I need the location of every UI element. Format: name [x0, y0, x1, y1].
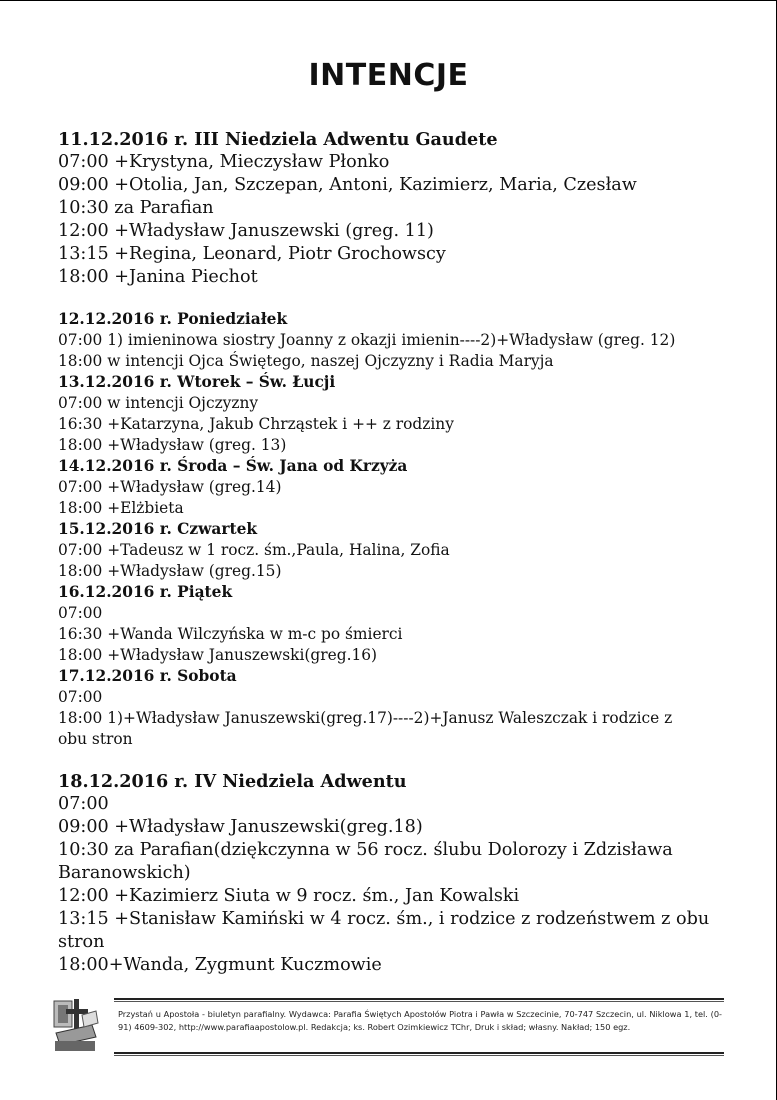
intention-line: 18:00 +Elżbieta: [58, 499, 184, 517]
sunday-section-2: [58, 770, 748, 977]
bulletin-footer: [52, 997, 724, 1057]
intention-line: 13:15 +Stanisław Kamiński w 4 rocz. śm., i rodzice z rodzeństwem z obu: [58, 909, 710, 929]
day-heading: 14.12.2016 r. Środa – Św. Jana od Krzyża: [58, 457, 408, 475]
footer-top-rule: [114, 997, 724, 1003]
intention-line: stron: [58, 932, 105, 952]
intention-line: 18:00 +Władysław Januszewski(greg.16): [58, 646, 378, 664]
intention-line: 07:00: [58, 604, 103, 622]
page-top-border: [0, 0, 777, 1]
day-heading: 18.12.2016 r. IV Niedziela Adwentu: [58, 771, 407, 792]
day-heading: 13.12.2016 r. Wtorek – Św. Łucji: [58, 373, 336, 391]
intentions-list: [58, 128, 748, 977]
day-heading: 11.12.2016 r. III Niedziela Adwentu Gaudete: [58, 129, 498, 150]
day-heading: 16.12.2016 r. Piątek: [58, 583, 233, 601]
intention-line: 10:30 za Parafian(dziękczynna w 56 rocz. ślubu Dolorozy i Zdzisława: [58, 840, 673, 860]
intention-line: 18:00 +Janina Piechot: [58, 267, 258, 287]
day-heading: 17.12.2016 r. Sobota: [58, 667, 237, 685]
day-heading: 15.12.2016 r. Czwartek: [58, 520, 258, 538]
intention-line: 07:00 w intencji Ojczyzny: [58, 394, 259, 412]
intention-line: 09:00 +Otolia, Jan, Szczepan, Antoni, Kazimierz, Maria, Czesław: [58, 175, 637, 195]
weekday-section: [58, 309, 748, 750]
intention-line: 12:00 +Kazimierz Siuta w 9 rocz. śm., Jan Kowalski: [58, 886, 520, 906]
intention-line: 12:00 +Władysław Januszewski (greg. 11): [58, 221, 434, 241]
intention-line: 07:00: [58, 688, 103, 706]
intention-line: 07:00: [58, 794, 109, 814]
page-title: INTENCJE: [308, 58, 469, 93]
intention-line: 13:15 +Regina, Leonard, Piotr Grochowscy: [58, 244, 446, 264]
intention-line: 18:00 1)+Władysław Januszewski(greg.17)----2)+Janusz Waleszczak i rodzice z: [58, 709, 673, 727]
intention-line: 18:00 +Władysław (greg.15): [58, 562, 282, 580]
intention-line: 18:00 w intencji Ojca Świętego, naszej Ojczyzny i Radia Maryja: [58, 352, 554, 370]
intention-line: Baranowskich): [58, 863, 191, 883]
intention-line: 07:00 +Władysław (greg.14): [58, 478, 282, 496]
intention-line: obu stron: [58, 730, 133, 748]
intention-line: 09:00 +Władysław Januszewski(greg.18): [58, 817, 423, 837]
parish-logo-icon: [52, 997, 100, 1055]
intention-line: 07:00 +Krystyna, Mieczysław Płonko: [58, 152, 390, 172]
intention-line: 18:00+Wanda, Zygmunt Kuczmowie: [58, 955, 382, 975]
intention-line: 18:00 +Władysław (greg. 13): [58, 436, 287, 454]
footer-bottom-rule: [114, 1051, 724, 1057]
intention-line: 10:30 za Parafian: [58, 198, 214, 218]
intention-line: 07:00 +Tadeusz w 1 rocz. śm.,Paula, Halina, Zofia: [58, 541, 450, 559]
day-heading: 12.12.2016 r. Poniedziałek: [58, 310, 288, 328]
sunday-section-1: [58, 128, 748, 289]
intention-line: 07:00 1) imieninowa siostry Joanny z okazji imienin----2)+Władysław (greg. 12): [58, 331, 676, 349]
intention-line: 16:30 +Katarzyna, Jakub Chrząstek i ++ z rodziny: [58, 415, 454, 433]
intention-line: 16:30 +Wanda Wilczyńska w m-c po śmierci: [58, 625, 403, 643]
footer-imprint: Przystań u Apostoła - biuletyn parafialny. Wydawca: Parafia Świętych Apostołów Piotra i Pawła w Szczecinie, 70-747 Szczecin, ul. Niklowa 1, tel. (0-91) 4609-302, http://www.parafiaapostolow.pl. Redakcja; ks. Robert Ozimkiewicz TChr, Druk i skład; własny. Nakład; 150 egz.: [118, 1009, 722, 1032]
